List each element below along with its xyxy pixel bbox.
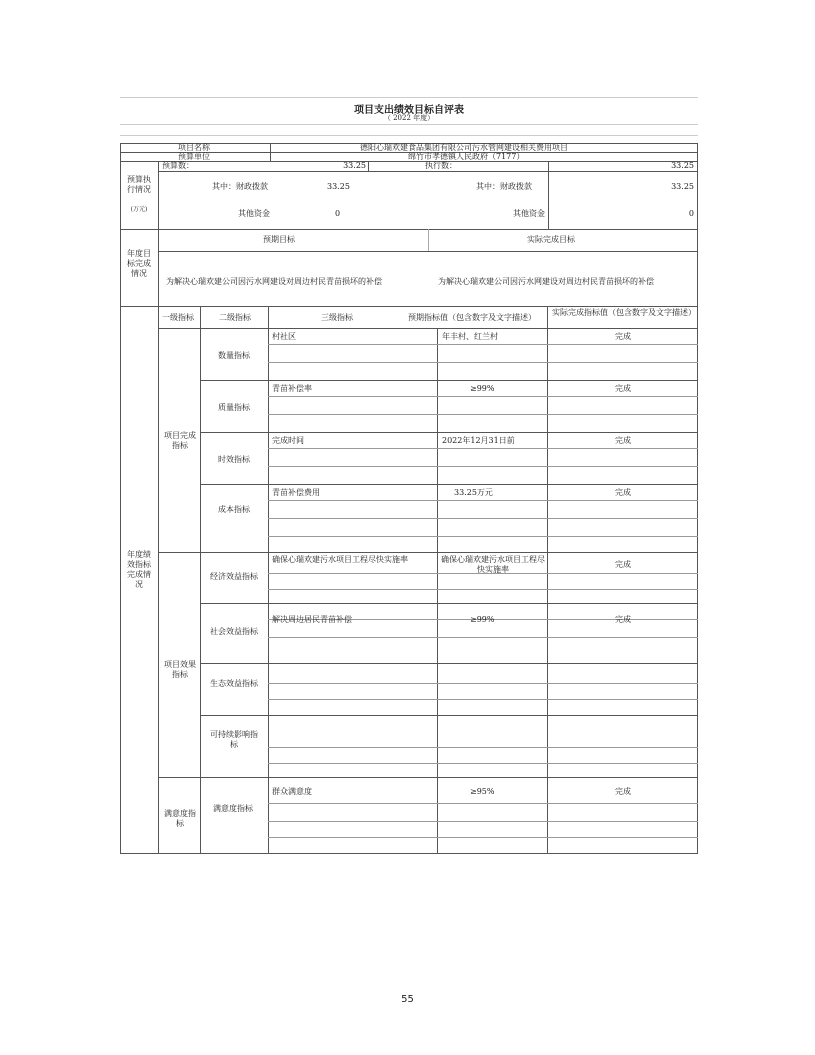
page-number: 55	[401, 994, 414, 1005]
subgroup-cost: 成本指标	[218, 505, 250, 514]
row-cost-expected: 33.25万元	[454, 488, 493, 497]
row-quality-expected: ≥99%	[470, 384, 495, 393]
row-social-expected: ≥99%	[470, 615, 495, 624]
row-quantity-expected: 年丰村、红兰村	[442, 332, 498, 341]
row-satisfaction-expected: ≥95%	[470, 787, 495, 796]
row-quality-name: 青苗补偿率	[272, 384, 312, 393]
row-cost-actual: 完成	[615, 488, 631, 497]
row-social-actual: 完成	[615, 615, 631, 624]
budget-unit: 绵竹市孝德镇人民政府（7177）	[408, 152, 525, 161]
other-funds-value-2: 0	[688, 209, 694, 218]
subgroup-social: 社会效益指标	[210, 627, 258, 636]
budget-side-unit: (万元)	[130, 206, 148, 213]
row-time-actual: 完成	[615, 436, 631, 445]
project-name-label: 项目名称	[178, 143, 210, 152]
row-satisfaction-name: 群众满意度	[272, 787, 312, 796]
row-time-name: 完成时间	[272, 436, 304, 445]
budget-value: 33.25	[343, 161, 366, 170]
budget-side-label: 预算执行情况	[127, 175, 151, 194]
header-actual: 实际完成指标值（包含数字及文字描述）	[552, 308, 696, 317]
subgroup-satisfaction: 满意度指标	[213, 804, 253, 813]
budget-unit-label: 预算单位	[178, 152, 210, 161]
row-cost-name: 青苗补偿费用	[272, 488, 320, 497]
group-effect: 项目效果指标	[164, 660, 196, 679]
planned-goal-text: 为解决心瑞欢建公司因污水网建设对周边村民青苗损坏的补偿	[166, 277, 382, 286]
row-economic-actual: 完成	[615, 560, 631, 569]
group-output: 项目完成指标	[164, 431, 196, 450]
subgroup-quantity: 数量指标	[218, 351, 250, 360]
subgroup-economic: 经济效益指标	[210, 572, 258, 581]
row-quality-actual: 完成	[615, 384, 631, 393]
row-satisfaction-actual: 完成	[615, 787, 631, 796]
row-economic-expected: 确保心瑞欢建污水项目工程尽快实施率	[441, 555, 545, 574]
subgroup-sustainable: 可持续影响指标	[210, 730, 258, 749]
row-social-name: 解决周边居民青苗补偿	[272, 615, 352, 624]
actual-goal-header: 实际完成目标	[527, 235, 575, 244]
exec-label: 执行数：	[425, 161, 457, 170]
fiscal-label-2: 其中：财政拨款	[476, 182, 532, 191]
fiscal-value: 33.25	[327, 182, 350, 191]
form-title: 项目支出绩效目标自评表	[354, 105, 464, 116]
row-quantity-actual: 完成	[615, 332, 631, 341]
group-satisfaction: 满意度指标	[164, 809, 196, 828]
other-funds-label: 其他资金	[238, 209, 270, 218]
planned-goal-header: 预期目标	[263, 235, 295, 244]
header-level3: 三级指标	[321, 313, 353, 322]
indicators-side-label: 年度绩效指标完成情况	[127, 550, 151, 589]
row-time-expected: 2022年12月31日前	[442, 436, 515, 445]
row-economic-name: 确保心瑞欢建污水项目工程尽快实施率	[272, 555, 408, 564]
project-name: 德阳心瑞欢建食品集团有限公司污水管网建设相关费用项目	[360, 143, 568, 152]
row-quantity-name: 村社区	[272, 332, 296, 341]
subgroup-quality: 质量指标	[218, 403, 250, 412]
goals-side-label: 年度目标完成情况	[127, 249, 151, 278]
subgroup-ecological: 生态效益指标	[210, 679, 258, 688]
actual-goal-text: 为解决心瑞欢建公司因污水网建设对周边村民青苗损坏的补偿	[438, 277, 654, 286]
other-funds-value: 0	[335, 209, 341, 218]
header-level1: 一级指标	[162, 313, 194, 322]
budget-label: 预算数：	[162, 161, 194, 170]
evaluation-form	[120, 97, 698, 853]
header-level2: 二级指标	[219, 313, 251, 322]
fiscal-label: 其中：财政拨款	[212, 182, 268, 191]
form-year: （ 2022 年度）	[383, 114, 435, 122]
other-funds-label-2: 其他资金	[513, 209, 545, 218]
header-expected: 预期指标值（包含数字及文字描述）	[408, 313, 536, 322]
fiscal-value-2: 33.25	[671, 182, 694, 191]
exec-value: 33.25	[671, 161, 694, 170]
subgroup-time: 时效指标	[218, 455, 250, 464]
